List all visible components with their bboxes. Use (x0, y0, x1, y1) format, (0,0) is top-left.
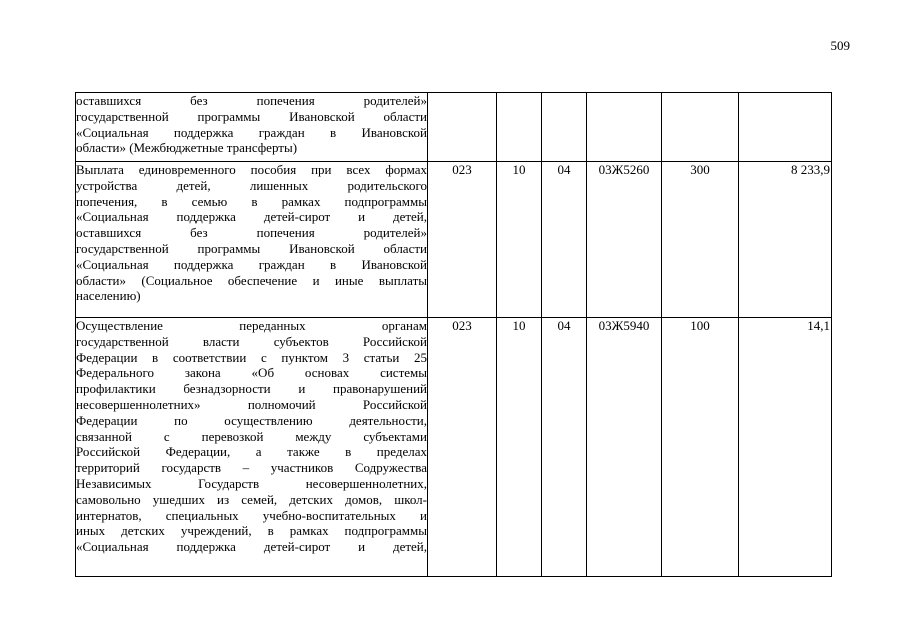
target-article-cell: 03Ж5260 (587, 162, 662, 318)
description-line: Независимых Государств несовершеннолетних, (76, 475, 427, 491)
podrazdel-cell: 04 (542, 162, 587, 318)
description-line: «Социальная поддержка граждан в Ивановской (76, 256, 427, 272)
description-cell (76, 162, 428, 318)
sum-cell: 14,1 (739, 318, 832, 577)
expense-type-cell (662, 93, 739, 162)
grbs-cell (428, 93, 497, 162)
description-line: попечения, в семью в рамках подпрограммы (76, 193, 427, 209)
table-row (76, 93, 832, 162)
description-line: Федерации по осуществлению деятельности, (76, 412, 427, 428)
description-cell (76, 93, 428, 162)
razdel-cell (497, 93, 542, 162)
sum-cell: 8 233,9 (739, 162, 832, 318)
description-line: «Социальная поддержка граждан в Ивановской (76, 124, 427, 140)
grbs-cell: 023 (428, 162, 497, 318)
expense-type-cell: 100 (662, 318, 739, 577)
description-line: Российской Федерации, а также в пределах (76, 444, 427, 460)
description-line: оставшихся без попечения родителей» (76, 225, 427, 241)
page-number: 509 (830, 38, 850, 53)
description-line: оставшихся без попечения родителей» (76, 93, 427, 108)
description-line: связанной с перевозкой между субъектами (76, 428, 427, 444)
description-line: профилактики безнадзорности и правонарушений (76, 381, 427, 397)
budget-table (75, 92, 832, 577)
description-line: области» (Социальное обеспечение и иные выплаты (76, 272, 427, 288)
table-row (76, 162, 832, 318)
target-article-cell (587, 93, 662, 162)
razdel-cell: 10 (497, 162, 542, 318)
description-line: Федерального закона «Об основах системы (76, 365, 427, 381)
razdel-cell: 10 (497, 318, 542, 577)
expense-type-cell: 300 (662, 162, 739, 318)
description-line: Федерации в соответствии с пунктом 3 статьи 25 (76, 349, 427, 365)
podrazdel-cell (542, 93, 587, 162)
description-line: населению) (76, 288, 141, 304)
description-line: иных детских учреждений, в рамках подпрограммы (76, 523, 427, 539)
description-line: государственной программы Ивановской области (76, 240, 427, 256)
description-line: интернатов, специальных учебно-воспитательных и (76, 507, 427, 523)
podrazdel-cell: 04 (542, 318, 587, 577)
description-line: территорий государств – участников Содружества (76, 460, 427, 476)
table-row (76, 318, 832, 577)
description-line: Выплата единовременного пособия при всех формах (76, 162, 427, 177)
description-line: устройства детей, лишенных родительского (76, 177, 427, 193)
description-line: несовершеннолетних» полномочий Российской (76, 396, 427, 412)
description-line: государственной программы Ивановской области (76, 108, 427, 124)
description-line: «Социальная поддержка детей-сирот и детей, (76, 539, 427, 555)
target-article-cell: 03Ж5940 (587, 318, 662, 577)
grbs-cell: 023 (428, 318, 497, 577)
description-line: государственной власти субъектов Российской (76, 333, 427, 349)
description-line: самовольно ушедших из семей, детских домов, школ- (76, 491, 427, 507)
description-line: Осуществление переданных органам (76, 318, 427, 333)
description-line: «Социальная поддержка детей-сирот и детей, (76, 209, 427, 225)
description-cell (76, 318, 428, 577)
sum-cell (739, 93, 832, 162)
description-line: области» (Межбюджетные трансферты) (76, 140, 298, 156)
